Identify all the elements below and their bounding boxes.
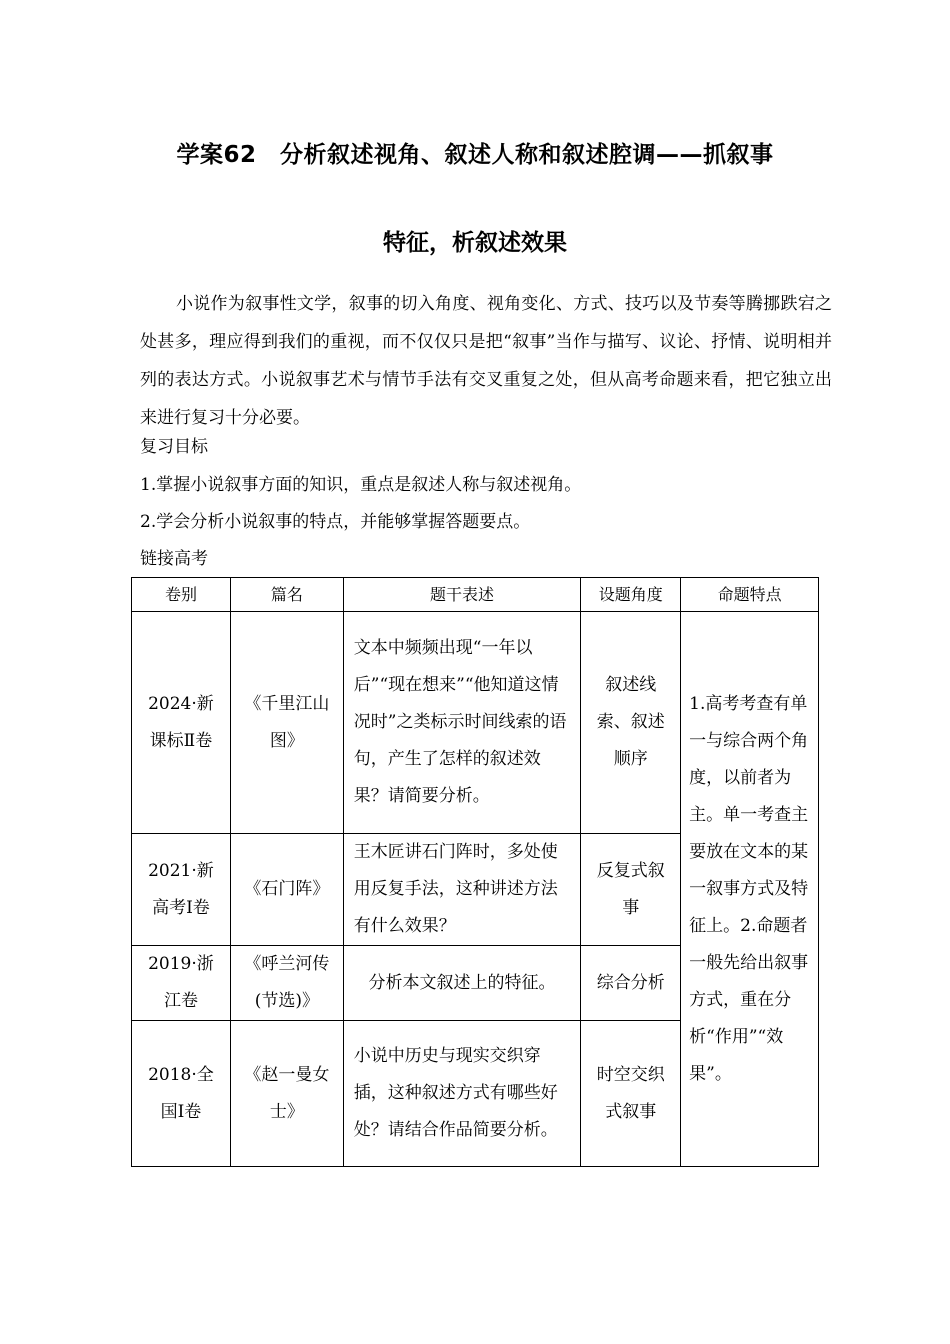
angle-cell: 叙述线索、叙述顺序 [581,612,681,834]
header-paper: 卷别 [132,578,231,612]
table-header-row [132,578,819,612]
header-angle: 设题角度 [581,578,681,612]
exam-table [131,577,819,1167]
paper-cell: 2021·新高考Ⅰ卷 [132,834,231,946]
title-cell: 《呼兰河传(节选)》 [230,946,343,1021]
paper-cell: 2018·全国Ⅰ卷 [132,1021,231,1167]
angle-cell: 时空交织式叙事 [581,1021,681,1167]
stem-cell: 分析本文叙述上的特征。 [343,946,581,1021]
title-cell: 《赵一曼女士》 [230,1021,343,1167]
angle-cell: 反复式叙事 [581,834,681,946]
intro-paragraph: 小说作为叙事性文学，叙事的切入角度、视角变化、方式、技巧以及节奏等腾挪跌宕之处甚多，理应得到我们的重视，而不仅仅只是把“叙事”当作与描写、议论、抒情、说明相并列的表达方式。小说叙事艺术与情节手法有交叉重复之处，但从高考命题来看，把它独立出来进行复习十分必要。 [140,294,832,428]
goal-item-2: 2.学会分析小说叙事的特点，并能够掌握答题要点。 [140,512,531,532]
link-heading: 链接高考 [140,549,208,569]
goals-heading: 复习目标 [140,437,208,457]
goal-item-1: 1.掌握小说叙事方面的知识，重点是叙述人称与叙述视角。 [140,475,582,495]
stem-cell: 小说中历史与现实交织穿插，这种叙述方式有哪些好处？请结合作品简要分析。 [343,1021,581,1167]
page-title: 学案62 分析叙述视角、叙述人称和叙述腔调——抓叙事 [176,142,774,168]
stem-cell: 文本中频频出现“一年以后”“现在想来”“他知道这情况时”之类标示时间线索的语句，产生了怎样的叙述效果？请简要分析。 [343,612,581,834]
features-cell: 1.高考考查有单一与综合两个角度，以前者为主。单一考查主要放在文本的某一叙事方式及特征上。2.命题者一般先给出叙事方式，重在分析“作用”“效果”。 [681,612,819,1167]
paper-cell: 2024·新课标Ⅱ卷 [132,612,231,834]
angle-cell: 综合分析 [581,946,681,1021]
header-stem: 题干表述 [343,578,581,612]
title-cell: 《石门阵》 [230,834,343,946]
title-cell: 《千里江山图》 [230,612,343,834]
header-features: 命题特点 [681,578,819,612]
stem-cell: 王木匠讲石门阵时，多处使用反复手法，这种讲述方法有什么效果？ [343,834,581,946]
paper-cell: 2019·浙江卷 [132,946,231,1021]
table-row [132,612,819,834]
page-subtitle: 特征，析叙述效果 [383,230,567,256]
header-title: 篇名 [230,578,343,612]
